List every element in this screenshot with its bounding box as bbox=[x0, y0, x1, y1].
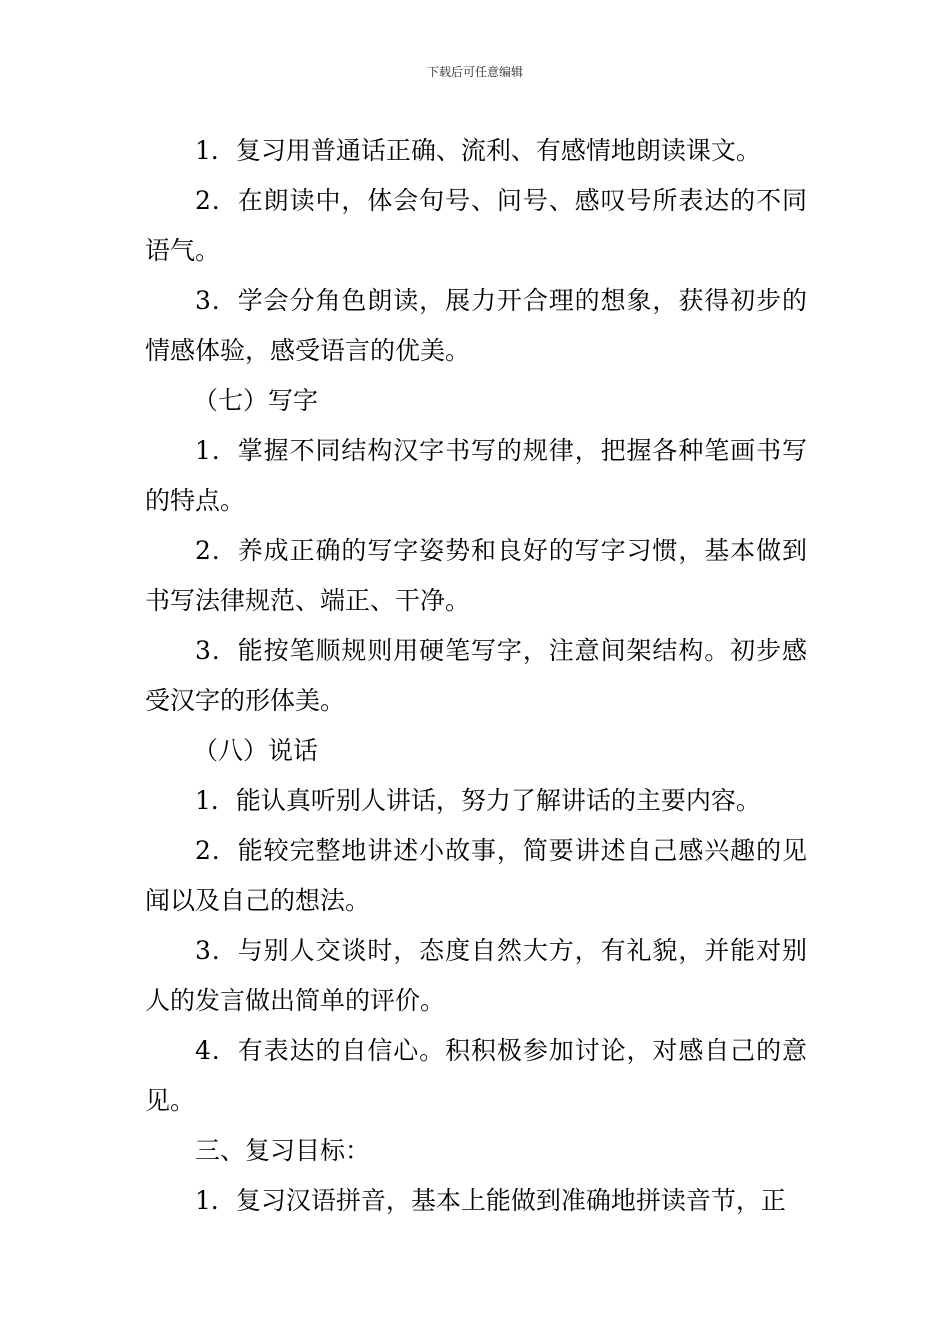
page-header: 下载后可任意编辑 bbox=[426, 65, 523, 79]
paragraph-reading-1: 1．复习用普通话正确、流利、有感情地朗读课文。 bbox=[195, 136, 761, 165]
paragraph-writing-2: 2．养成正确的写字姿势和良好的写字习惯，基本做到书写法律规范、端正、干净。 bbox=[145, 536, 807, 615]
section-heading-speaking: （八）说话 bbox=[193, 736, 319, 765]
paragraph-writing-1: 1．掌握不同结构汉字书写的规律，把握各种笔画书写的特点。 bbox=[145, 436, 807, 515]
paragraph-speaking-4: 4．有表达的自信心。积积极参加讨论，对感自己的意见。 bbox=[145, 1036, 807, 1115]
paragraph-review-1: 1．复习汉语拼音，基本上能做到准确地拼读音节，正 bbox=[195, 1186, 786, 1215]
section-heading-review-goals: 三、复习目标： bbox=[195, 1136, 371, 1165]
section-heading-writing: （七）写字 bbox=[193, 386, 319, 415]
paragraph-writing-3: 3．能按笔顺规则用硬笔写字，注意间架结构。初步感受汉字的形体美。 bbox=[145, 636, 807, 715]
paragraph-speaking-1: 1．能认真听别人讲话，努力了解讲话的主要内容。 bbox=[195, 786, 761, 815]
document-body bbox=[145, 126, 807, 1226]
paragraph-speaking-3: 3．与别人交谈时，态度自然大方，有礼貌，并能对别人的发言做出简单的评价。 bbox=[145, 936, 807, 1015]
paragraph-reading-2: 2．在朗读中，体会句号、问号、感叹号所表达的不同语气。 bbox=[145, 186, 807, 265]
paragraph-reading-3: 3．学会分角色朗读，展力开合理的想象，获得初步的情感体验，感受语言的优美。 bbox=[145, 286, 807, 365]
paragraph-speaking-2: 2．能较完整地讲述小故事，简要讲述自己感兴趣的见闻以及自己的想法。 bbox=[145, 836, 807, 915]
